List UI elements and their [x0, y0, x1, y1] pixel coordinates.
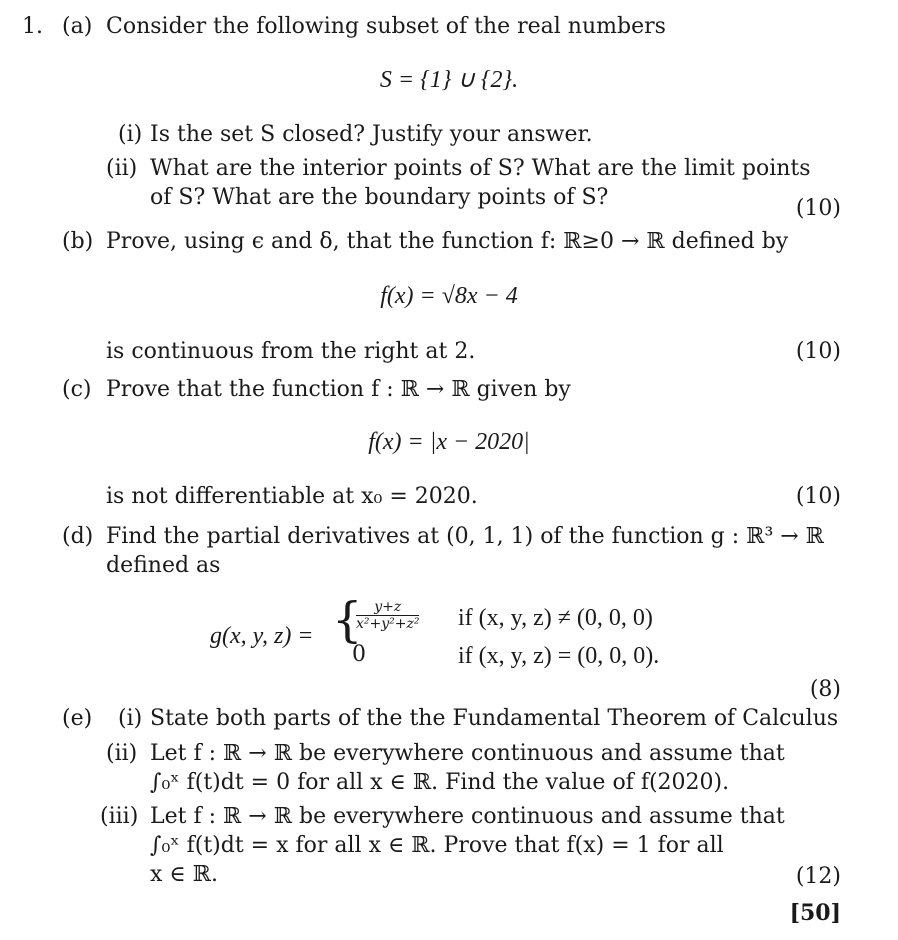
part-e-marks: (12) — [795, 864, 841, 889]
part-c-formula: f(x) = |x − 2020| — [368, 429, 530, 455]
part-b-text: Prove, using ϵ and δ, that the function f: ℝ≥0 → ℝ defined by — [106, 229, 789, 254]
part-b-formula: f(x) = √8x − 4 — [380, 283, 518, 309]
part-b-label: (b) — [62, 229, 94, 254]
piecewise-brace: { — [332, 592, 363, 648]
total-marks: [50] — [789, 900, 841, 926]
part-e-iii-text-line1: Let f : ℝ → ℝ be everywhere continuous and assume that — [150, 804, 785, 829]
case2-value: 0 — [352, 642, 366, 667]
case2-condition: if (x, y, z) = (0, 0, 0). — [458, 643, 660, 669]
part-a-marks: (10) — [795, 196, 841, 221]
part-e-ii-text-line2: ∫₀ˣ f(t)dt = 0 for all x ∈ ℝ. Find the value of f(2020). — [150, 770, 730, 795]
set-s-display: S = {1} ∪ {2}. — [379, 67, 519, 93]
part-a-label: (a) — [62, 14, 93, 39]
fraction-numerator: y+z — [356, 600, 419, 616]
part-e-label: (e) — [62, 706, 93, 731]
part-a-ii-text-line2: of S? What are the boundary points of S? — [150, 185, 609, 210]
part-a-intro: Consider the following subset of the real numbers — [106, 14, 666, 39]
part-b-marks: (10) — [795, 339, 841, 364]
part-e-i-text: State both parts of the the Fundamental Theorem of Calculus — [150, 706, 839, 731]
part-c-after: is not differentiable at x₀ = 2020. — [106, 484, 478, 509]
piecewise-fraction — [356, 600, 419, 633]
part-e-iii-label: (iii) — [100, 804, 139, 829]
question-number: 1. — [22, 14, 43, 39]
part-a-ii-text-line1: What are the interior points of S? What are the limit points — [150, 156, 811, 181]
piecewise-lhs: g(x, y, z) = — [210, 623, 314, 649]
part-e-ii-label: (ii) — [106, 741, 138, 766]
fraction-denominator: x²+y²+z² — [356, 616, 420, 633]
part-c-text: Prove that the function f : ℝ → ℝ given by — [106, 377, 571, 402]
part-d-label: (d) — [62, 524, 94, 549]
part-e-iii-text-line2: ∫₀ˣ f(t)dt = x for all x ∈ ℝ. Prove that f(x) = 1 for all — [150, 833, 724, 858]
part-e-i-label: (i) — [118, 706, 143, 731]
part-a-i-text: Is the set S closed? Justify your answer. — [150, 122, 593, 147]
part-d-marks: (8) — [809, 677, 841, 702]
part-d-text-line1: Find the partial derivatives at (0, 1, 1) of the function g : ℝ³ → ℝ — [106, 524, 824, 549]
part-b-after: is continuous from the right at 2. — [106, 339, 476, 364]
part-a-ii-label: (ii) — [106, 156, 138, 181]
part-c-marks: (10) — [795, 484, 841, 509]
case1-condition: if (x, y, z) ≠ (0, 0, 0) — [458, 605, 653, 631]
part-a-i-label: (i) — [118, 122, 143, 147]
part-e-iii-text-line3: x ∈ ℝ. — [150, 862, 218, 887]
part-c-label: (c) — [62, 377, 92, 402]
part-e-ii-text-line1: Let f : ℝ → ℝ be everywhere continuous and assume that — [150, 741, 785, 766]
part-d-text-line2: defined as — [106, 553, 221, 578]
